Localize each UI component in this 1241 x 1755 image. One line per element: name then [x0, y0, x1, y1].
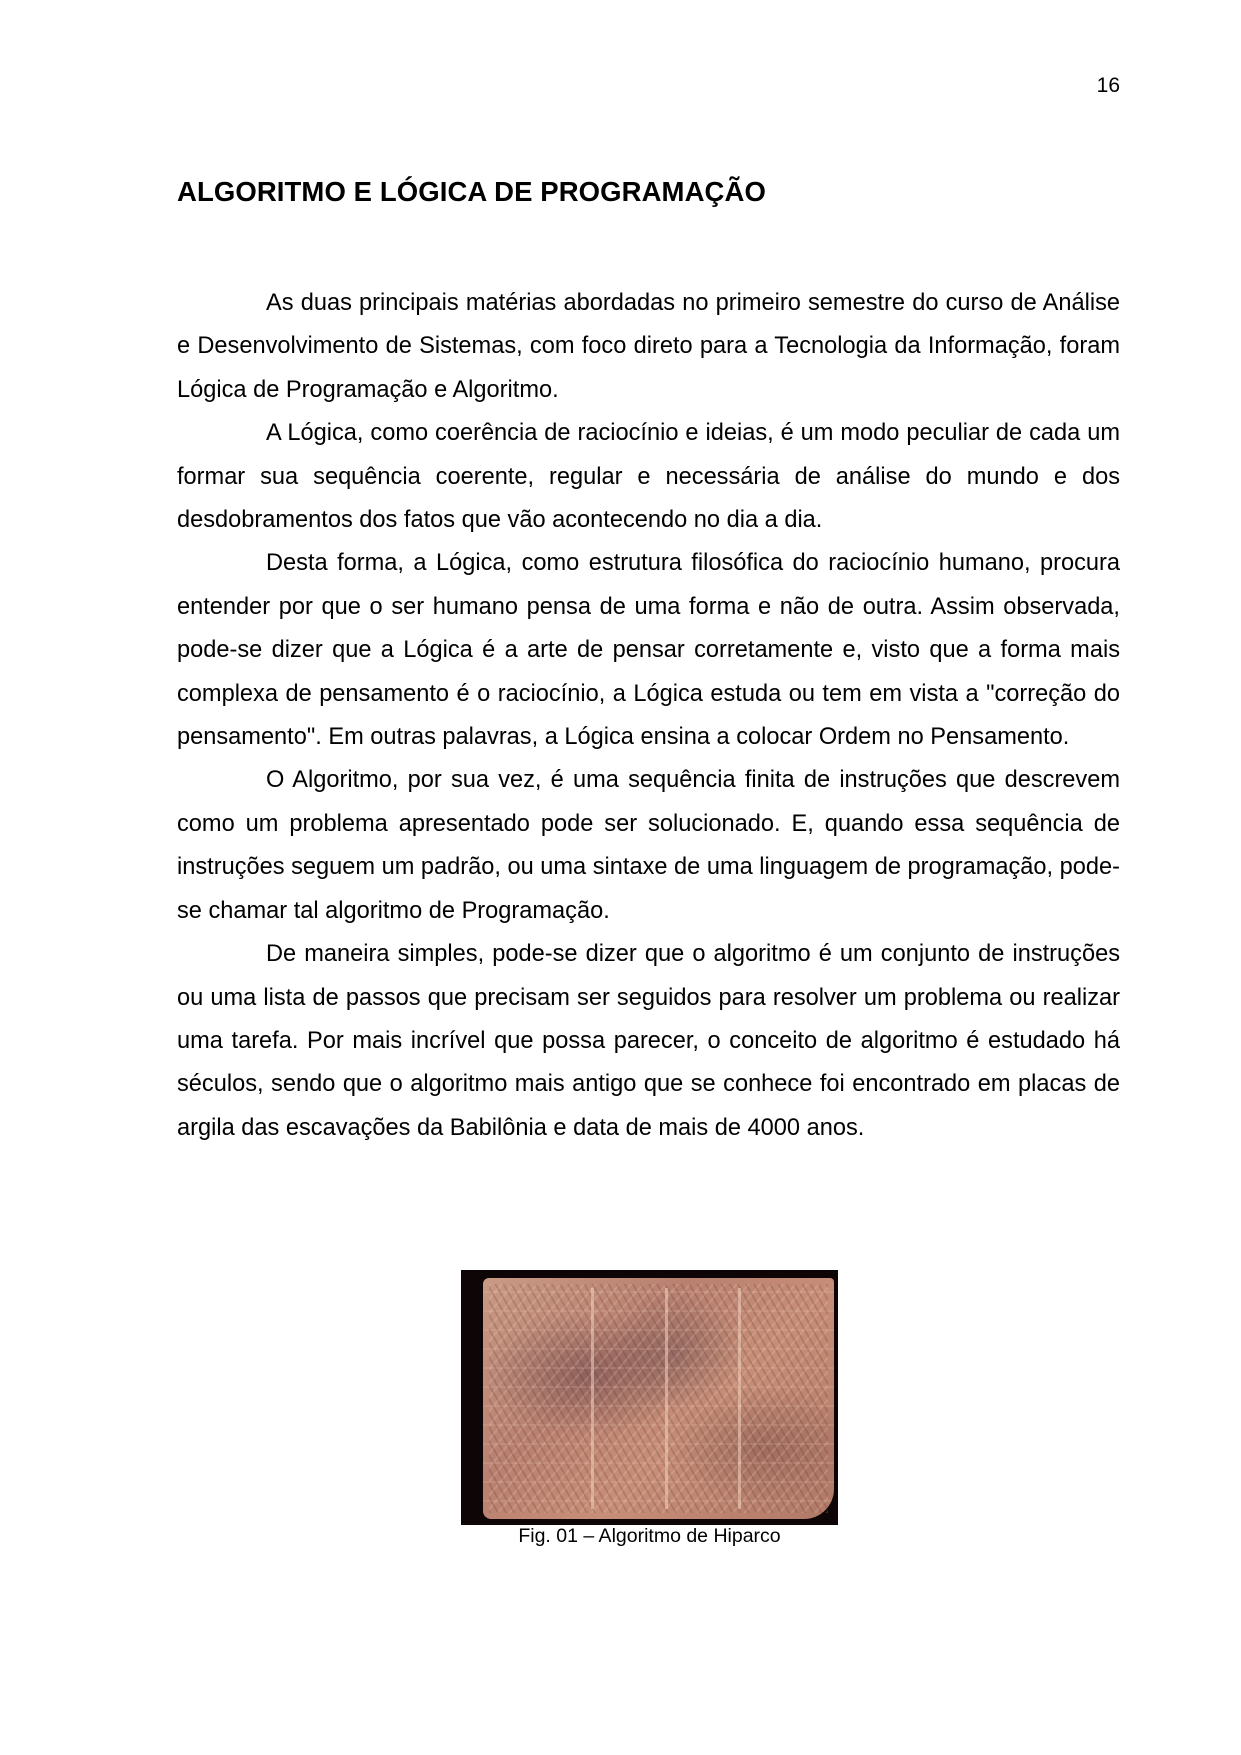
tablet-column-divider	[738, 1288, 741, 1509]
tablet-column-divider	[665, 1288, 668, 1509]
body-text	[177, 282, 1120, 1150]
paragraph: O Algoritmo, por sua vez, é uma sequência finita de instruções que descrevem como um problema apresentado pode ser solucionado. E, quando essa sequência de instruções seguem um padrão, ou uma sintaxe de uma linguagem de programação, pode-se chamar tal algoritmo de Programação.	[177, 767, 1120, 924]
figure-caption: Fig. 01 – Algoritmo de Hiparco	[518, 1525, 781, 1547]
section-title: ALGORITMO E LÓGICA DE PROGRAMAÇÃO	[177, 176, 766, 207]
paragraph: A Lógica, como coerência de raciocínio e ideias, é um modo peculiar de cada um formar sua sequência coerente, regular e necessária de análise do mundo e dos desdobramentos dos fatos que vão acontecendo no dia a dia.	[177, 420, 1120, 534]
cuneiform-marks	[489, 1284, 828, 1513]
tablet-column-divider	[591, 1288, 594, 1509]
paragraph: As duas principais matérias abordadas no primeiro semestre do curso de Análise e Desenvolvimento de Sistemas, com foco direto para a Tecnologia da Informação, foram Lógica de Programação e Algoritmo.	[177, 290, 1120, 403]
page-number: 16	[1096, 74, 1120, 97]
paragraph: Desta forma, a Lógica, como estrutura filosófica do raciocínio humano, procura entender por que o ser humano pensa de uma forma e não de outra. Assim observada, pode-se dizer que a Lógica é a arte de pensar corretamente e, visto que a forma mais complexa de pensamento é o raciocínio, a Lógica estuda ou tem em vista a "correção do pensamento". Em outras palavras, a Lógica ensina a colocar Ordem no Pensamento.	[177, 550, 1120, 751]
figure-clay-tablet-image	[461, 1270, 838, 1525]
paragraph: De maneira simples, pode-se dizer que o algoritmo é um conjunto de instruções ou uma lista de passos que precisam ser seguidos para resolver um problema ou realizar uma tarefa. Por mais incrível que possa parecer, o conceito de algoritmo é estudado há séculos, sendo que o algoritmo mais antigo que se conhece foi encontrado em placas de argila das escavações da Babilônia e data de mais de 4000 anos.	[177, 941, 1120, 1141]
clay-tablet-illustration	[483, 1278, 834, 1519]
